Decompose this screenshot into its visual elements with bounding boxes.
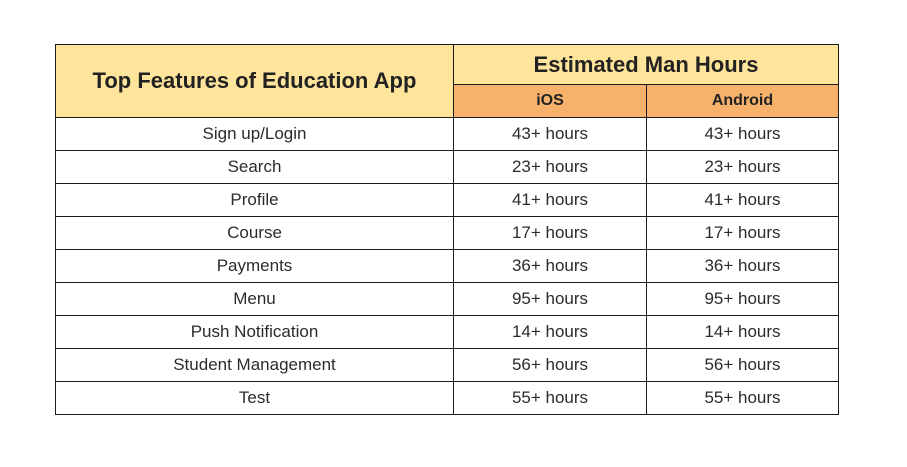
ios-hours-cell: 55+ hours [454,382,647,415]
feature-cell: Test [56,382,454,415]
feature-cell: Profile [56,184,454,217]
android-hours-cell: 41+ hours [647,184,839,217]
table-row [56,184,839,217]
feature-cell: Course [56,217,454,250]
android-hours-cell: 56+ hours [647,349,839,382]
table-row [56,316,839,349]
ios-hours-cell: 23+ hours [454,151,647,184]
feature-cell: Student Management [56,349,454,382]
android-hours-cell: 14+ hours [647,316,839,349]
android-column-header: Android [647,85,839,118]
android-hours-cell: 17+ hours [647,217,839,250]
android-hours-cell: 95+ hours [647,283,839,316]
table-row [56,283,839,316]
ios-hours-cell: 17+ hours [454,217,647,250]
ios-hours-cell: 95+ hours [454,283,647,316]
table-row [56,382,839,415]
feature-column-header: Top Features of Education App [56,45,454,118]
table-row [56,151,839,184]
ios-hours-cell: 14+ hours [454,316,647,349]
android-hours-cell: 23+ hours [647,151,839,184]
hours-column-header: Estimated Man Hours [454,45,839,85]
table-row [56,349,839,382]
ios-hours-cell: 36+ hours [454,250,647,283]
features-table [55,44,839,415]
header-row [56,45,839,85]
feature-cell: Push Notification [56,316,454,349]
ios-hours-cell: 41+ hours [454,184,647,217]
feature-cell: Payments [56,250,454,283]
table-row [56,118,839,151]
android-hours-cell: 55+ hours [647,382,839,415]
table-row [56,217,839,250]
android-hours-cell: 36+ hours [647,250,839,283]
ios-column-header: iOS [454,85,647,118]
feature-cell: Menu [56,283,454,316]
feature-cell: Sign up/Login [56,118,454,151]
table-row [56,250,839,283]
feature-cell: Search [56,151,454,184]
ios-hours-cell: 43+ hours [454,118,647,151]
android-hours-cell: 43+ hours [647,118,839,151]
ios-hours-cell: 56+ hours [454,349,647,382]
